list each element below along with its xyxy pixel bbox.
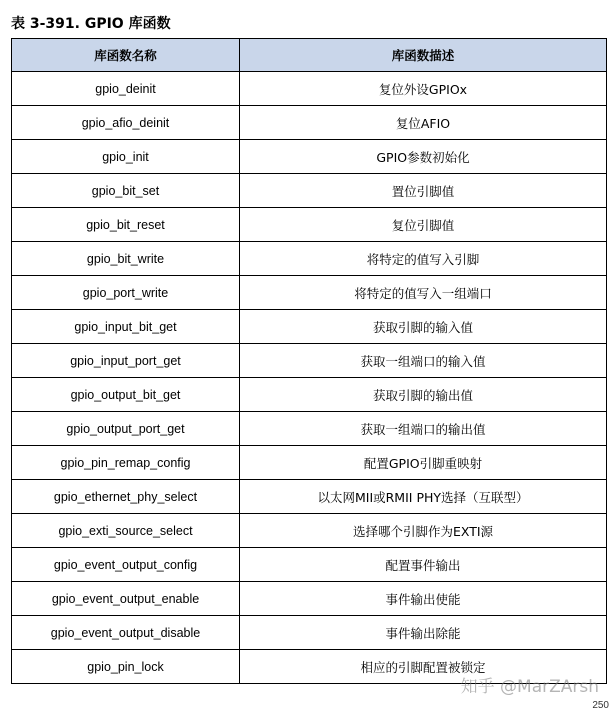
function-name-cell: gpio_input_port_get: [12, 344, 240, 378]
function-name-cell: gpio_pin_lock: [12, 650, 240, 684]
table-row: [12, 106, 607, 140]
function-name-cell: gpio_init: [12, 140, 240, 174]
table-header-row: [12, 39, 607, 72]
table-row: [12, 480, 607, 514]
table-row: [12, 412, 607, 446]
function-name-cell: gpio_afio_deinit: [12, 106, 240, 140]
function-name-cell: gpio_event_output_enable: [12, 582, 240, 616]
table-row: [12, 514, 607, 548]
function-description-cell: GPIO参数初始化: [240, 140, 607, 174]
table-caption: 表 3-391. GPIO 库函数: [11, 16, 171, 32]
function-name-cell: gpio_bit_reset: [12, 208, 240, 242]
function-description-cell: 复位外设GPIOx: [240, 72, 607, 106]
function-name-cell: gpio_exti_source_select: [12, 514, 240, 548]
function-description-cell: 以太网MII或RMII PHY选择（互联型）: [240, 480, 607, 514]
table-row: [12, 310, 607, 344]
header-function-description: 库函数描述: [240, 39, 607, 72]
function-description-cell: 事件输出使能: [240, 582, 607, 616]
function-name-cell: gpio_input_bit_get: [12, 310, 240, 344]
function-description-cell: 获取一组端口的输出值: [240, 412, 607, 446]
function-description-cell: 获取引脚的输出值: [240, 378, 607, 412]
header-function-name: 库函数名称: [12, 39, 240, 72]
function-name-cell: gpio_bit_write: [12, 242, 240, 276]
function-name-cell: gpio_output_bit_get: [12, 378, 240, 412]
function-name-cell: gpio_output_port_get: [12, 412, 240, 446]
function-description-cell: 复位AFIO: [240, 106, 607, 140]
function-description-cell: 置位引脚值: [240, 174, 607, 208]
table-body: [12, 72, 607, 684]
function-description-cell: 配置事件输出: [240, 548, 607, 582]
function-description-cell: 获取一组端口的输入值: [240, 344, 607, 378]
table-row: [12, 446, 607, 480]
function-description-cell: 配置GPIO引脚重映射: [240, 446, 607, 480]
table-row: [12, 72, 607, 106]
function-description-cell: 获取引脚的输入值: [240, 310, 607, 344]
table-row: [12, 378, 607, 412]
function-name-cell: gpio_event_output_disable: [12, 616, 240, 650]
table-row: [12, 174, 607, 208]
table-row: [12, 140, 607, 174]
function-name-cell: gpio_port_write: [12, 276, 240, 310]
table-row: [12, 548, 607, 582]
function-description-cell: 选择哪个引脚作为EXTI源: [240, 514, 607, 548]
gpio-function-table: [11, 38, 607, 684]
function-description-cell: 相应的引脚配置被锁定: [240, 650, 607, 684]
table-row: [12, 208, 607, 242]
function-description-cell: 将特定的值写入引脚: [240, 242, 607, 276]
watermark: 知乎 @MarZArsh: [460, 677, 599, 697]
table-row: [12, 242, 607, 276]
function-description-cell: 将特定的值写入一组端口: [240, 276, 607, 310]
function-description-cell: 事件输出除能: [240, 616, 607, 650]
function-name-cell: gpio_deinit: [12, 72, 240, 106]
table-row: [12, 616, 607, 650]
function-name-cell: gpio_bit_set: [12, 174, 240, 208]
table-row: [12, 344, 607, 378]
function-name-cell: gpio_event_output_config: [12, 548, 240, 582]
table-row: [12, 582, 607, 616]
table-row: [12, 276, 607, 310]
function-name-cell: gpio_pin_remap_config: [12, 446, 240, 480]
page-number: 250: [592, 700, 609, 711]
function-description-cell: 复位引脚值: [240, 208, 607, 242]
function-name-cell: gpio_ethernet_phy_select: [12, 480, 240, 514]
